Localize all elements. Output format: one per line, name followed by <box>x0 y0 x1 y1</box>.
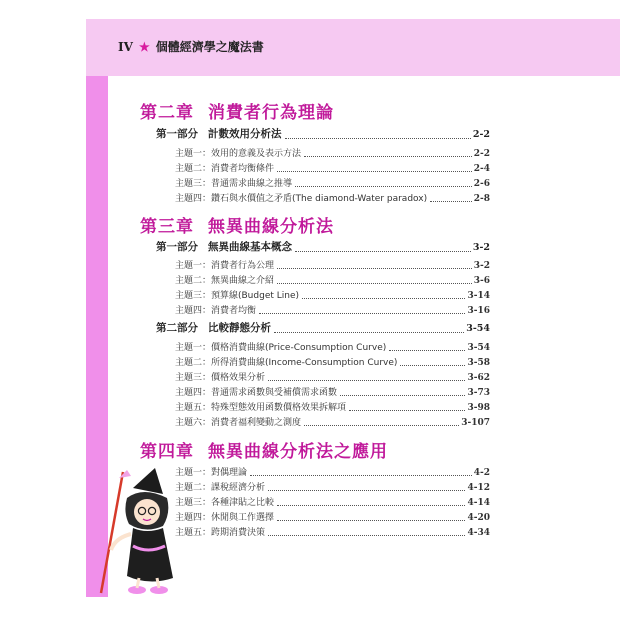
item-label: 主題三：各種津貼之比較 <box>175 498 275 508</box>
dot-leader <box>295 251 471 252</box>
page-ref: 4-20 <box>467 513 490 523</box>
page-ref: 3-62 <box>467 373 490 383</box>
item-label: 主題二：課稅經濟分析 <box>175 483 266 493</box>
broom-star <box>119 470 131 478</box>
page-ref: 3-2 <box>473 261 490 271</box>
toc-item[interactable] <box>175 480 490 493</box>
toc-item[interactable] <box>175 191 490 204</box>
toc-item[interactable] <box>175 146 490 159</box>
dot-leader <box>259 313 465 314</box>
part-title: 比較靜態分析 <box>208 322 271 334</box>
item-label: 主題四：消費者均衡 <box>175 306 257 316</box>
star-icon: ★ <box>138 39 150 54</box>
page-ref: 3-14 <box>467 291 490 301</box>
part-number: 第一部分 <box>156 241 198 253</box>
toc-part-entry[interactable] <box>156 320 490 335</box>
item-label: 主題三：普通需求曲線之推導 <box>175 179 293 189</box>
chapter-title: 無異曲線分析法之應用 <box>208 442 388 462</box>
item-label: 主題一：效用的意義及表示方法 <box>175 149 302 159</box>
dot-leader <box>304 156 472 157</box>
dot-leader <box>349 410 465 411</box>
page-ref: 2-2 <box>472 129 490 140</box>
toc-item[interactable] <box>175 370 490 383</box>
item-label: 主題二：無異曲線之介紹 <box>175 276 275 286</box>
dot-leader <box>430 201 472 202</box>
toc-item[interactable] <box>175 465 490 478</box>
chapter-heading <box>140 98 334 123</box>
item-label: 主題二：消費者均衡條件 <box>175 164 275 174</box>
item-label: 主題五：特殊型態效用函數價格效果拆解項 <box>175 403 347 413</box>
item-label: 主題四：鑽石與水價值之矛盾(The diamond-Water paradox) <box>175 194 428 204</box>
chapter-heading <box>140 212 334 237</box>
page-ref: 4-34 <box>467 528 490 538</box>
page-ref: 3-58 <box>467 358 490 368</box>
part-title: 無異曲線基本概念 <box>208 241 292 253</box>
dot-leader <box>268 535 465 536</box>
toc-item[interactable] <box>175 495 490 508</box>
chapter-heading <box>140 437 388 462</box>
witch-mascot-illustration <box>93 468 193 598</box>
item-label: 主題四：普通需求函數與受補償需求函數 <box>175 388 338 398</box>
page-ref: 3-54 <box>467 343 490 353</box>
toc-item[interactable] <box>175 176 490 189</box>
item-label: 主題六：消費者福利變動之測度 <box>175 418 302 428</box>
witch-arm <box>111 534 131 550</box>
dot-leader <box>274 332 464 333</box>
page-ref: 2-2 <box>473 149 490 159</box>
item-label: 主題三：預算線(Budget Line) <box>175 291 300 301</box>
page-ref: 3-6 <box>473 276 490 286</box>
witch-robe <box>127 528 173 582</box>
toc-item[interactable] <box>175 273 490 286</box>
page-ref: 3-2 <box>472 242 490 253</box>
page-ref: 4-12 <box>467 483 490 493</box>
page-ref: 3-98 <box>467 403 490 413</box>
dot-leader <box>285 138 471 139</box>
dot-leader <box>389 350 465 351</box>
item-label: 主題二：所得消費曲線(Income-Consumption Curve) <box>175 358 398 368</box>
dot-leader <box>340 395 465 396</box>
dot-leader <box>277 171 472 172</box>
page-ref: 3-107 <box>461 418 490 428</box>
toc-item[interactable] <box>175 303 490 316</box>
toc-part-entry[interactable] <box>156 126 490 141</box>
running-header <box>118 38 264 55</box>
toc-item[interactable] <box>175 510 490 523</box>
book-title: 個體經濟學之魔法書 <box>155 40 264 54</box>
item-label: 主題五：跨期消費決策 <box>175 528 266 538</box>
toc-item[interactable] <box>175 400 490 413</box>
item-label: 主題一：消費者行為公理 <box>175 261 275 271</box>
dot-leader <box>277 520 465 521</box>
chapter-number: 第二章 <box>140 103 194 123</box>
toc-item[interactable] <box>175 355 490 368</box>
toc-item[interactable] <box>175 288 490 301</box>
chapter-number: 第四章 <box>140 442 194 462</box>
page-ref: 3-16 <box>467 306 490 316</box>
toc-item[interactable] <box>175 415 490 428</box>
witch-hat <box>133 468 163 494</box>
part-number: 第二部分 <box>156 322 198 334</box>
toc-item[interactable] <box>175 258 490 271</box>
part-title: 計數效用分析法 <box>208 128 282 140</box>
dot-leader <box>400 365 465 366</box>
page-number-roman: IV <box>118 39 133 54</box>
dot-leader <box>302 298 465 299</box>
dot-leader <box>268 380 465 381</box>
toc-item[interactable] <box>175 161 490 174</box>
page-ref: 2-6 <box>473 179 490 189</box>
toc-item[interactable] <box>175 340 490 353</box>
dot-leader <box>277 268 472 269</box>
part-number: 第一部分 <box>156 128 198 140</box>
item-label: 主題四：休閒與工作選擇 <box>175 513 275 523</box>
page-ref: 3-73 <box>467 388 490 398</box>
toc-item[interactable] <box>175 525 490 538</box>
chapter-title: 消費者行為理論 <box>208 103 334 123</box>
page-ref: 2-4 <box>473 164 490 174</box>
page-ref: 4-14 <box>467 498 490 508</box>
dot-leader <box>277 505 465 506</box>
toc-item[interactable] <box>175 385 490 398</box>
dot-leader <box>250 475 472 476</box>
toc-part-entry[interactable] <box>156 239 490 254</box>
leg-right <box>157 578 159 588</box>
item-label: 主題一：價格消費曲線(Price-Consumption Curve) <box>175 343 387 353</box>
item-label: 主題三：價格效果分析 <box>175 373 266 383</box>
leg-left <box>137 578 139 588</box>
chapter-title: 無異曲線分析法 <box>208 217 334 237</box>
broom-stick <box>101 472 123 593</box>
chapter-number: 第三章 <box>140 217 194 237</box>
page-ref: 4-2 <box>473 468 490 478</box>
dot-leader <box>277 283 472 284</box>
item-label: 主題一：對偶理論 <box>175 468 248 478</box>
page-ref: 2-8 <box>473 194 490 204</box>
dot-leader <box>304 425 459 426</box>
dot-leader <box>295 186 472 187</box>
page-ref: 3-54 <box>466 323 490 334</box>
dot-leader <box>268 490 465 491</box>
